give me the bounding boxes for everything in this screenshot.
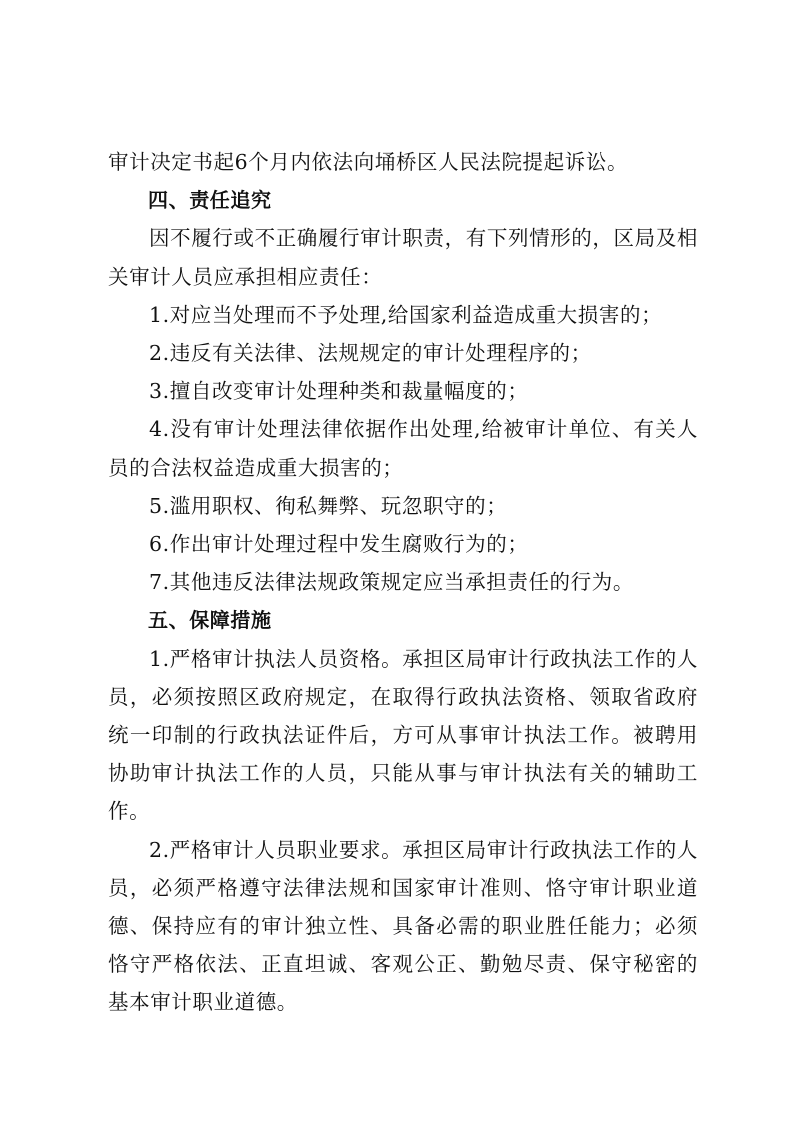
list-item-2: 2.违反有关法律、法规规定的审计处理程序的； bbox=[149, 341, 592, 366]
paragraph-continued-lawsuit: 审计决定书起6个月内依法向埇桥区人民法院提起诉讼。 bbox=[108, 150, 629, 174]
paragraph-safeguard-2: 2.严格审计人员职业要求。承担区局审计行政执法工作的人员，必须严格遵守法律法规和国家审计准则、恪守审计职业道德、保持应有的审计独立性、具备必需的职业胜任能力；必须恪守严格依法、正直坦诚、客观公正、勤勉尽责、保守秘密的基本审计职业道德。 bbox=[108, 837, 698, 1015]
paragraph-safeguard-1: 1.严格审计执法人员资格。承担区局审计行政执法工作的人员，必须按照区政府规定，在取得行政执法资格、领取省政府统一印制的行政执法证件后，方可从事审计执法工作。被聘用协助审计执法工作的人员，只能从事与审计执法有关的辅助工作。 bbox=[108, 646, 698, 824]
list-item-6: 6.作出审计处理过程中发生腐败行为的； bbox=[149, 532, 529, 557]
document-body bbox=[108, 143, 698, 1022]
paragraph-accountability-intro: 因不履行或不正确履行审计职责，有下列情形的，区局及相关审计人员应承担相应责任： bbox=[108, 226, 698, 289]
section-heading-safeguards: 五、保障措施 bbox=[148, 608, 272, 633]
list-item-4: 4.没有审计处理法律依据作出处理,给被审计单位、有关人员的合法权益造成重大损害的； bbox=[108, 417, 698, 480]
section-heading-accountability: 四、责任追究 bbox=[148, 188, 272, 213]
list-item-5: 5.滥用职权、徇私舞弊、玩忽职守的； bbox=[149, 493, 508, 518]
list-item-3: 3.擅自改变审计处理种类和裁量幅度的； bbox=[149, 379, 529, 404]
list-item-1: 1.对应当处理而不予处理,给国家利益造成重大损害的； bbox=[149, 302, 663, 327]
list-item-7: 7.其他违反法律法规政策规定应当承担责任的行为。 bbox=[149, 570, 634, 595]
